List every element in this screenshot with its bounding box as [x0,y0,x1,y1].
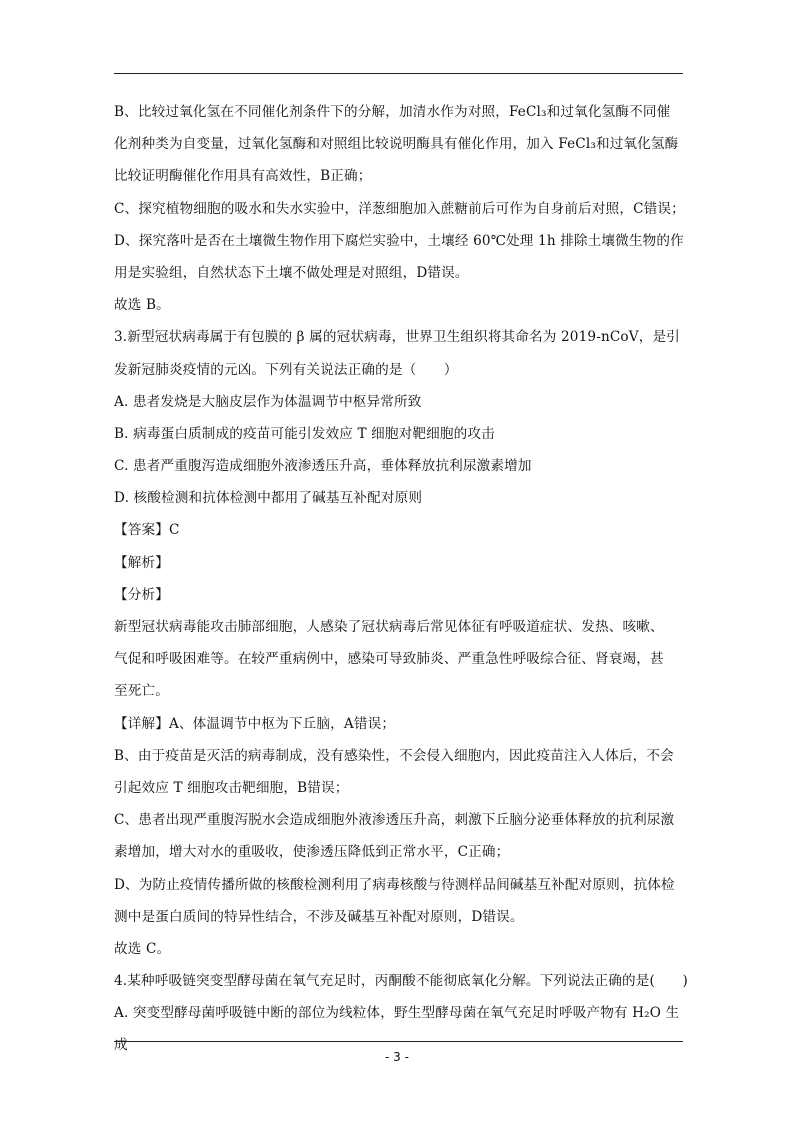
text-line: 引起效应 T 细胞攻击靶细胞，B错误； [114,779,349,796]
text-line: 至死亡。 [114,683,169,700]
text-line: 故选 B。 [114,297,170,314]
text-line: 化剂种类为自变量，过氧化氢酶和对照组比较说明酶具有催化作用，加入 FeCl₃和过氧化氢酶 [114,136,679,153]
analysis-label: 【解析】 [114,554,169,571]
text-line: 比较证明酶催化作用具有高效性，B正确； [114,168,372,185]
text-line: 故选 C。 [114,940,171,957]
text-line: C、患者出现严重腹泻脱水会造成细胞外液渗透压升高，刺激下丘脑分泌垂体释放的抗利尿激 [114,812,675,829]
option-d: D. 核酸检测和抗体检测中都用了碱基互补配对原则 [114,490,423,507]
text-line: 新型冠状病毒能攻击肺部细胞，人感染了冠状病毒后常见体征有呼吸道症状、发热、咳嗽、 [114,619,664,635]
text-line: D、为防止疫情传播所做的核酸检测利用了病毒核酸与待测样品间碱基互补配对原则，抗体检 [114,876,675,893]
text-line: C、探究植物细胞的吸水和失水实验中，洋葱细胞加入蔗糖前后可作为自身前后对照，C错误； [114,200,685,217]
option-b: B. 病毒蛋白质制成的疫苗可能引发效应 T 细胞对靶细胞的攻击 [114,425,495,442]
header-rule [114,73,683,74]
document-body [114,96,694,1062]
answer-label: 【答案】C [114,522,180,539]
option-c: C. 患者严重腹泻造成细胞外液渗透压升高，垂体释放抗利尿激素增加 [114,458,532,475]
text-line: B、由于疫苗是灭活的病毒制成，没有感染性，不会侵入细胞内，因此疫苗注入人体后，不会 [114,747,674,764]
question-3-stem: 发新冠肺炎疫情的元凶。下列有关说法正确的是（ ） [114,361,458,378]
text-line: 素增加，增大对水的重吸收，使渗透压降低到正常水平，C正确； [114,844,510,861]
text-line: 气促和呼吸困难等。在较严重病例中，感染可导致肺炎、严重急性呼吸综合征、肾衰竭，甚 [114,651,664,668]
option-a: A. 突变型酵母菌呼吸链中断的部位为线粒体，野生型酵母菌在氧气充足时呼吸产物有 H₂O 生 [114,1005,680,1022]
page-number: - 3 - [385,1050,409,1064]
question-4-stem: 4.某种呼吸链突变型酵母菌在氧气充足时，丙酮酸不能彻底氧化分解。下列说法正确的是( ) [114,973,688,990]
option-a: A. 患者发烧是大脑皮层作为体温调节中枢异常所致 [114,393,422,410]
text-line: 用是实验组，自然状态下土壤不做处理是对照组，D错误。 [114,264,469,281]
analysis-sub-label: 【分析】 [114,586,169,603]
question-3-stem: 3.新型冠状病毒属于有包膜的 β 属的冠状病毒，世界卫生组织将其命名为 2019-nCoV，是引 [114,329,680,346]
footer-rule [114,1041,683,1042]
text-line: 成 [114,1037,128,1054]
text-line: B、比较过氧化氢在不同催化剂条件下的分解，加清水作为对照，FeCl₃和过氧化氢酶不同催 [114,104,671,120]
text-line: 测中是蛋白质间的特异性结合，不涉及碱基互补配对原则，D错误。 [114,908,524,925]
detail-label: 【详解】A、体温调节中枢为下丘脑，A错误； [114,715,396,732]
text-line: D、探究落叶是否在土壤微生物作用下腐烂实验中，土壤经 60℃处理 1h 排除土壤微生物的作 [114,232,684,249]
